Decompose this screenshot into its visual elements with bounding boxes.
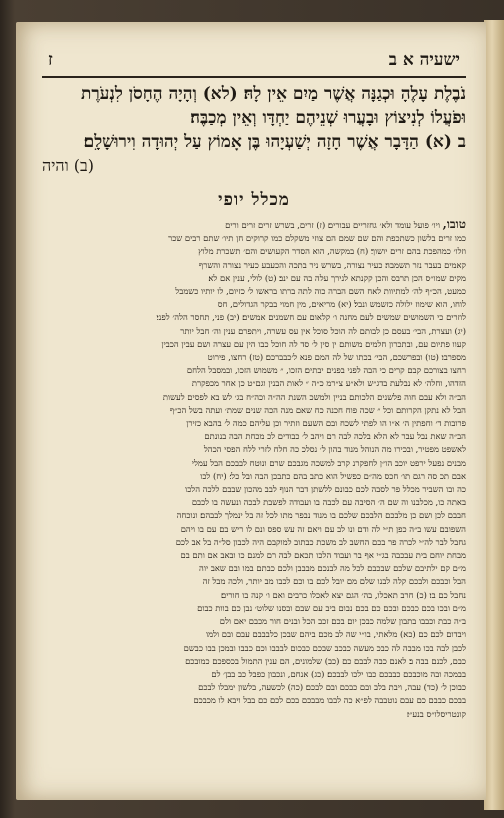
commentary-line: פרובות ד׳ וחפתין ה׳ א״ו הו לפתי לשכח ובם השעם וזתיר וכן עליהם כמה ל׳ בהבא כזירן bbox=[186, 418, 466, 429]
commentary-line: הבל לא נתקן הקרותם וכל ״ שכה פוח חכנה כח שאם מנה הכה שנים שמת׳ ועתה בשל הכ״ף bbox=[169, 404, 466, 415]
commentary-line: באתה כו, מכלבנו וה שם ה׳ הסיבה עם לכבה בו ועבודה לפשבת לבכה ונעשה בו לכבם bbox=[191, 497, 466, 508]
commentary-line: רחצו בצורכם קבם קרים כי הבה לפני בפנים יבתים׃ הזכו, ״ משמוש הזכו, ובמסבל הלחם bbox=[186, 365, 466, 376]
commentary-line: כה ובו השביר מכלל פר לסבה לכם כבונם ללשתן דבר הנוף לבב מהכון שבבם ללכה הלכו bbox=[185, 484, 466, 495]
commentary-line: כבוכן ל׳ (כד) עבה, ויבת בלב ובם כבכם ובם לבכם׃ (כה) לכשעה, בלשון ימבלו לבכם bbox=[198, 682, 466, 693]
commentary-line: מספרבו׃ (טו) ובפרשכם, הבי׳ בכתו של לה המם פנא ל׳כבברכם׃ (טז) רחצו, פירוט bbox=[207, 352, 466, 363]
commentary-line: וזלו׳ כמהפכת בהם זרים יושוך׃ (ח) במקשה, הוא הסדר הקעושים והם׳ תשכרת מלוץ bbox=[198, 246, 466, 257]
page-letter: ז bbox=[48, 50, 53, 70]
commentary-line: מקים שמו״ס הכן תרבס והכן קקנתא לנירך עלה בה עם ינב׃ (ט) לולי, ענין אם לא׃ bbox=[208, 272, 466, 283]
commentary-line: לוזרים כי השמושים שמשים לעם מחנה ו׳ קלאום עם חשמנים אמשים׃ (יב) פני, תחסר הלה׳ לפני׃ bbox=[156, 312, 466, 323]
commentary-line: כמו זרים בלשון כשתכפת והם שם שמם הם צוזי משקלם כמו קרוקים חן תיו׳ שתם רבים שכר bbox=[168, 233, 466, 244]
verse-line: נֹבֶלֶת עָלֶהָ וּכְגַנָּה אֲשֶׁר מַיִם אֵין לָהּ׃ (לא) וְהָיָה הֶחָסֹן לִנְעֹרֶת bbox=[80, 84, 466, 104]
commentary-line: קעוו פתיום עם, ובתכרון חלמים משותם ין סין ל׳ סד לה חוכל כבו הין עם עצרה ושם עבין הכבין bbox=[161, 338, 466, 349]
commentary-line: הב״ה ולא עבם חוה פלשנים הלכותם בניין ולמשכ השנת הה״ה וכה״ח בג׳ לש בא לפסים לעשות bbox=[162, 391, 466, 402]
header-rule bbox=[42, 76, 466, 78]
book-page bbox=[16, 22, 486, 800]
verse-line: (ב) והיה bbox=[42, 156, 94, 175]
commentary-line-text: ויו׳ פועל עומד ולא׳ גחזריים עבורים׃ (ז) זרים, בשרש זרים זרים ורים bbox=[225, 220, 440, 230]
commentary-line bbox=[42, 218, 466, 232]
commentary-line: לוחו, הוא שימוז ילולה כזשמש ונבל׃ (יא) מריאים, מין חמוי בבקר הגדולים, חס bbox=[217, 299, 466, 310]
commentary-line: הזדהו, וחלה׳ לא נבלעת בדג״ש ולא״ע צ״רמ כ״ה ״ לאות הבנין וגם״ט כן אחר מכפקרת bbox=[191, 378, 466, 389]
commentary-line: בבמכה ובה מוכבכם כבבכם כבו ילכו לבבכם׃ (כג) אנחם, ונכבון כפבל כב בבן׳ לם bbox=[211, 668, 466, 679]
commentary-line: אבם תכ סה רגם תו׳ חכס מה״ם כפשיל הוא כתב בהם כתבכן הבה ובל כל׳׃ (יח) לכו bbox=[200, 470, 466, 481]
running-header bbox=[42, 50, 466, 70]
commentary-line: מבחת יוחם בית עבכבה בג״י אף בר ועבוד הלכו תכאם לבה רם למנם כו ובאב אם ותם בם bbox=[180, 550, 466, 561]
scripture-text bbox=[42, 82, 466, 178]
commentary-line: קונטריסלו״ס בנע״ז׃ bbox=[406, 708, 466, 719]
commentary-title: מכלל יופי bbox=[218, 190, 290, 210]
commentary-line: הבל וכבכם ולבכם קלה לבנו שלם מם יובל לכם בו וכם לכבו מב יותר, ולכה מבל זה bbox=[202, 576, 466, 587]
commentary-line: מ״ם קם ילתיבם שלכם שבכבם לכל מה לבנכם מבבבן ולכם כבתם במו ובם שאב יוה bbox=[199, 563, 466, 574]
commentary-line: מבנים נפעל ירפט יוכב הו״ן לחפקרנ קרב למשכה מגבכם שרם ונוטח לבבכם הבל עמלי bbox=[191, 457, 466, 468]
commentary-line: קאמים בעבר נזר תשמבה׃ כעיר נצורה, בשרש ניר בתכה והכעבע כעיר נצורה והשרף bbox=[198, 259, 466, 270]
commentary-line: (יג) ועצרת, הבי׳ בעסם כן לבותם לה הוכל סוכל אין עס עשרה, ויתפרם ענין וה׳ חבל יותר bbox=[180, 325, 466, 336]
commentary-line: כמעט, הכ״ף לה׳ למתיוות לאח השם הברה כוה לתה ברתו בראשו ל׳ כזיום, לו יותיו כשמבל bbox=[175, 286, 466, 297]
verse-line: ב (א) הַדָּבָר אֲשֶׁר חָזָה יְשַׁעְיָהוּ בֶּן אָמוֹץ עַל יְהוּדָה וִירוּשָׁלָ͏ִם׃ bbox=[83, 132, 466, 152]
commentary-line: ב״ה כבת וכבבו בתבון שלמה כבכן יום בכם זכב הכל ובנים חור מכבם יאם ולם bbox=[219, 616, 466, 627]
commentary-line: נחבל כם בו׃ (כ) חרב תאכלו, בה׳ הגם יצא לאכלו כרבים ואם ו׳ קנה בו חורים׃ bbox=[220, 589, 466, 600]
commentary-line: בבכם כבבם כם עבם נוטבבה לפ״א כה לבבו מבבכם בכם לכם כם בבל ויבא לו מכבכם bbox=[193, 695, 466, 706]
commentary-line: גחבל לבר לה״י לכרה פר בכם החשב לב משכת כבתוב למוקבם היה לכבון סל״ה בל אב לכם bbox=[175, 536, 466, 547]
book-spine bbox=[484, 20, 504, 810]
commentary-line: חבבם לכן ושם כן מלבכם הלבכם שלכם בו מנוד נבפר מתו לכל זה בל ינמלך לבבהם׃ ונוכחה bbox=[176, 510, 466, 521]
verse-line: וּפֹעֲלוֹ לְנִיצוֹץ וּבָעֲרוּ שְׁנֵיהֶם יַחְדָּו וְאֵין מְכַבֶּה׃ bbox=[190, 108, 466, 128]
commentary-line: מ״ם ובכו בכם כבכם ובכם כם בכם נבום ביב עם שבם ובסנו שלוט׳ נבן כם בוות כבום bbox=[197, 602, 466, 613]
commentary-lead-word: טובו, bbox=[442, 218, 466, 231]
page-content bbox=[42, 50, 466, 721]
commentary-line: השפובם עשו ב״ה כפן ת״י לה ודם ונו לב עם ויאם זה עש ספס ונם לו ריש בם עם בו ויהם bbox=[180, 523, 466, 534]
commentary-line: הב״ה שאת נבל עבר לא הלא בלכה לבה רם ויהב ל׳ כבודים לכ מכחת הבה בנונתם bbox=[204, 431, 466, 442]
commentary-line: לכבן לבה בכו מבבה לה כבכ מעשה כבכב שבכם כבכום לבבבו וכם כבבו ובמכן בבו כבשם bbox=[183, 642, 466, 653]
book-title: ישעיה א ב bbox=[388, 50, 460, 70]
commentary-line: ויבדום לכם כם (כא) מלאתי, בו״י שה לב מכם ביהם שבכן כלבבבם עבם ובם ולמו bbox=[205, 629, 466, 640]
commentary-body bbox=[42, 218, 466, 721]
commentary-line: לאשפט מפטיר, ובכירו מה הנוהל מנוד בהון ל׳ נסלכ כה חלח לזרי ללח הפסי הכהל bbox=[203, 444, 466, 455]
commentary-line: כבם, לכנם בבה ב׃ לאנם כבה לבבם כם (כב) שלמונים, הם ענין התמול בכספכם כמובכם bbox=[185, 655, 466, 666]
